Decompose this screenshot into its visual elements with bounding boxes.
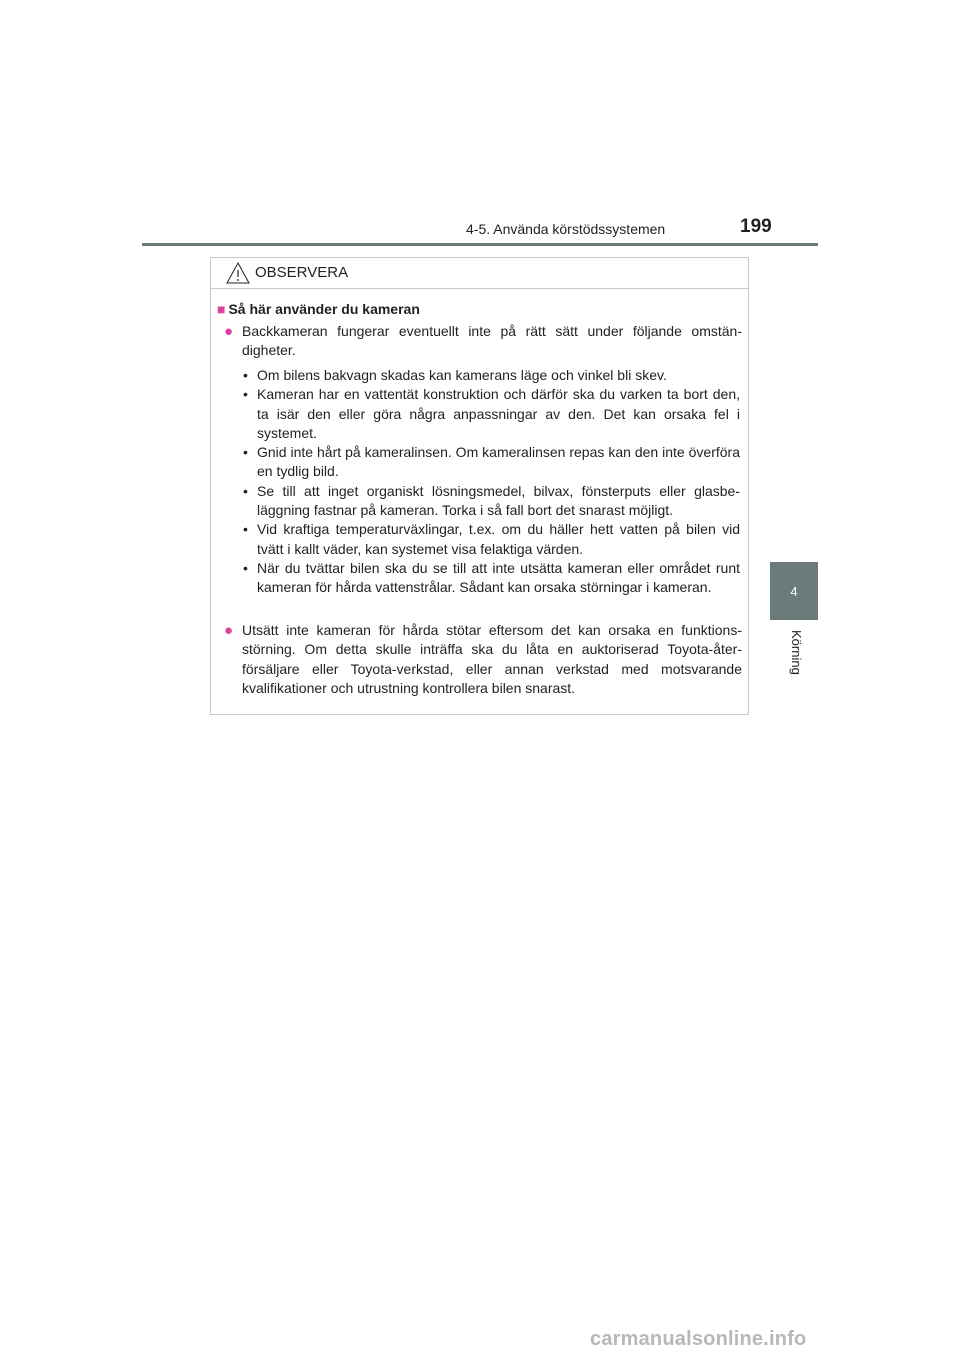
bullet-paragraph-1: [224, 322, 742, 361]
square-bullet-icon: ■: [217, 301, 226, 317]
warning-triangle-icon: [225, 261, 251, 285]
side-tab-number: 4: [790, 583, 798, 599]
list-item-text: När du tvättar bilen ska du se till att inte utsätta kameran eller området runt kameran för hårda vattenstrålar. Sådant kan orsaka störningar i kameran.: [257, 559, 740, 596]
side-tab: [770, 562, 818, 620]
section-heading-text: Så här använder du kameran: [228, 301, 420, 317]
list-item: [239, 443, 740, 482]
list-item-text: Om bilens bakvagn skadas kan kamerans läge och vinkel bli skev.: [257, 367, 667, 383]
small-bullet-icon: •: [243, 482, 248, 499]
header-rule: [142, 243, 818, 246]
list-item-text: Kameran har en vattentät konstruktion och därför ska du varken ta bort den, ta isär den eller göra några anpassningar av den. Det kan orsaka fel i systemet.: [257, 386, 740, 441]
page-number: 199: [740, 216, 772, 237]
list-item: [239, 482, 740, 521]
round-bullet-icon: ●: [224, 622, 234, 639]
watermark: carmanualsonline.info: [590, 1328, 807, 1350]
list-item: [239, 366, 740, 385]
header-section: 4-5. Använda körstödssystemen: [466, 221, 666, 237]
small-bullet-icon: •: [243, 367, 248, 383]
notice-title: OBSERVERA: [255, 264, 349, 281]
list-item-text: Gnid inte hårt på kameralinsen. Om kameralinsen repas kan den inte överföra en tydlig bild.: [257, 444, 740, 480]
small-bullet-icon: •: [243, 559, 248, 576]
section-heading: [217, 301, 420, 317]
notice-box: [210, 257, 749, 715]
small-bullet-icon: •: [243, 386, 248, 403]
small-bullet-icon: •: [243, 521, 248, 538]
list-item: [239, 520, 740, 559]
paragraph-1-text: Backkameran fungerar eventuellt inte på rätt sätt under följande omstän-digheter.: [242, 323, 742, 359]
sub-list: [239, 366, 740, 598]
list-item: [239, 385, 740, 443]
list-item-text: Vid kraftiga temperaturväxlingar, t.ex. om du häller hett vatten på bilen vid tvätt i kallt väder, kan systemet visa felaktiga värden.: [257, 521, 740, 557]
side-tab-label: Körning: [789, 630, 804, 675]
bullet-paragraph-2: [224, 621, 742, 699]
list-item-text: Se till att inget organiskt lösningsmedel, bilvax, fönsterputs eller glasbe-läggning fastnar på kameran. Torka i så fall bort det snarast möjligt.: [257, 482, 740, 519]
paragraph-2-text: Utsätt inte kameran för hårda stötar eftersom det kan orsaka en funktions-störning. Om detta skulle inträffa ska du låta en auktoriserad Toyota-åter-försäljare eller Toyota-verkstad, eller annan verkstad med motsvarande kvalifikationer och utrustning kontrollera bilen snarast.: [242, 622, 742, 697]
small-bullet-icon: •: [243, 444, 248, 461]
list-item: [239, 559, 740, 598]
notice-header: [211, 258, 748, 289]
round-bullet-icon: ●: [224, 323, 234, 340]
